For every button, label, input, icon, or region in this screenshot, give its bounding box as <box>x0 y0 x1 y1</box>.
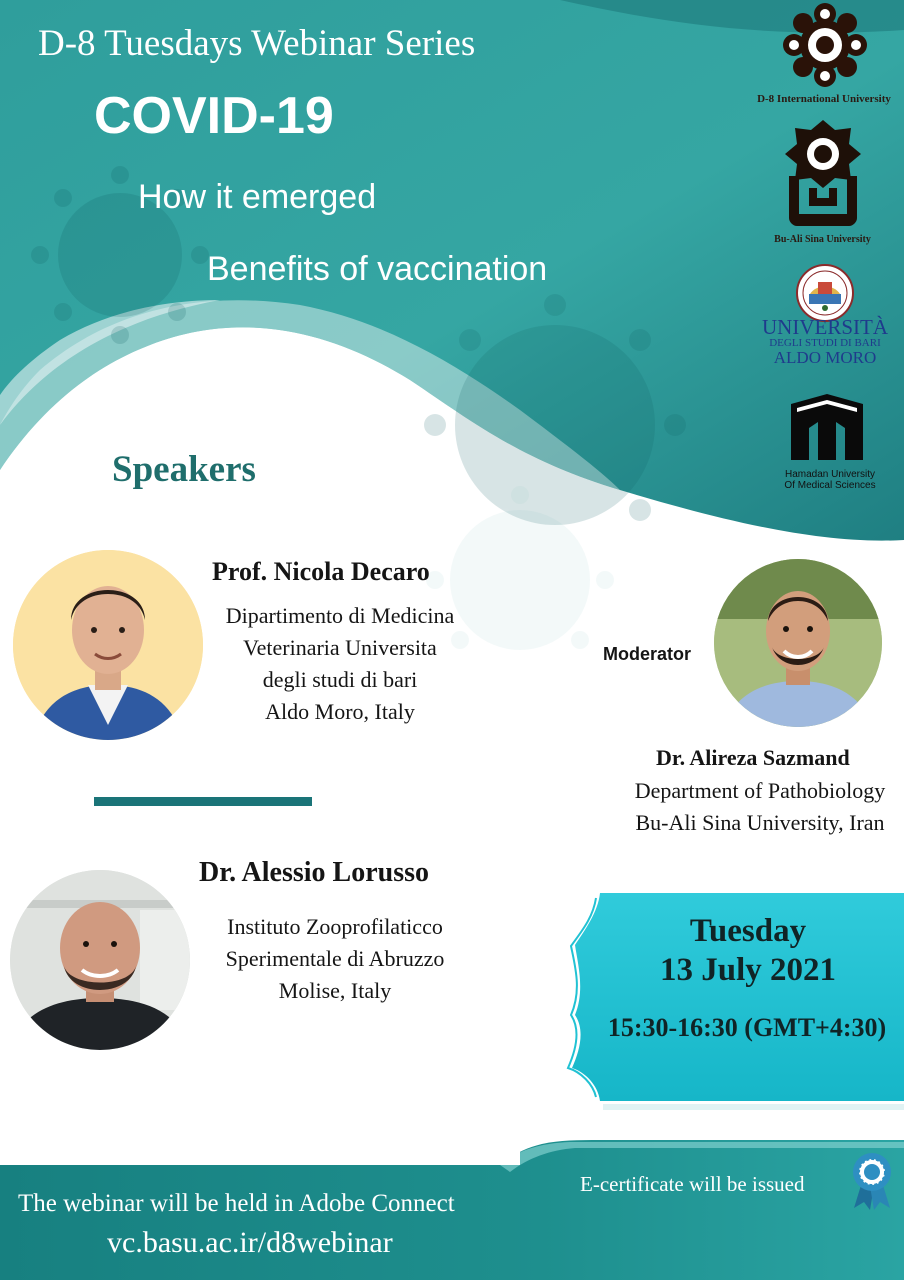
webinar-link[interactable]: vc.basu.ac.ir/d8webinar <box>107 1226 393 1259</box>
event-day: Tuesday <box>689 913 807 949</box>
affiliation-line: degli studi di bari <box>262 667 418 692</box>
moderator-affiliation <box>620 775 900 839</box>
section-divider <box>94 797 312 806</box>
logo-caption: Of Medical Sciences <box>784 480 876 491</box>
main-title: COVID-19 <box>94 87 334 145</box>
university-of-bari-seal <box>796 264 854 322</box>
affiliation-line: Department of Pathobiology <box>634 778 886 803</box>
bu-ali-sina-logo <box>783 118 863 228</box>
topic-item: How it emerged <box>138 178 377 216</box>
moderator-photo <box>714 559 882 727</box>
speaker-affiliation <box>200 911 470 1007</box>
event-time: 15:30-16:30 (GMT+4:30) <box>607 1013 887 1042</box>
speakers-heading: Speakers <box>112 449 256 490</box>
affiliation-line: Sperimentale di Abruzzo <box>225 946 445 971</box>
affiliation-line: Bu-Ali Sina University, Iran <box>635 810 885 835</box>
affiliation-line: Molise, Italy <box>278 978 392 1003</box>
affiliation-line: Veterinaria Universita <box>243 635 437 660</box>
event-date: 13 July 2021 <box>659 952 837 988</box>
affiliation-line: Aldo Moro, Italy <box>265 699 415 724</box>
speaker-photo-decaro <box>13 550 203 740</box>
platform-note: The webinar will be held in Adobe Connect <box>18 1190 455 1217</box>
logo-caption: ALDO MORO <box>773 348 877 367</box>
logo-caption: Bu-Ali Sina University <box>774 234 871 245</box>
affiliation-line: Dipartimento di Medicina <box>225 603 455 628</box>
hamadan-university-logo <box>787 394 867 462</box>
award-badge-icon <box>850 1152 894 1210</box>
d8-university-logo <box>780 0 870 90</box>
logo-caption: Hamadan University <box>784 469 876 480</box>
logo-caption: D-8 International University <box>757 93 891 105</box>
series-title: D-8 Tuesdays Webinar Series <box>38 23 476 64</box>
logo-caption: DEGLI STUDI DI BARI <box>769 337 881 349</box>
speaker-name: Prof. Nicola Decaro <box>212 557 430 586</box>
affiliation-line: Instituto Zooprofilaticco <box>227 914 443 939</box>
speaker-photo-lorusso <box>10 870 190 1050</box>
topic-item: Benefits of vaccination <box>207 250 548 288</box>
certificate-note: E-certificate will be issued <box>580 1172 805 1196</box>
moderator-label: Moderator <box>603 644 692 664</box>
moderator-name: Dr. Alireza Sazmand <box>656 745 850 770</box>
logo-caption: UNIVERSITÀ <box>762 315 888 339</box>
speaker-name: Dr. Alessio Lorusso <box>199 857 430 888</box>
speaker-affiliation <box>206 600 474 728</box>
